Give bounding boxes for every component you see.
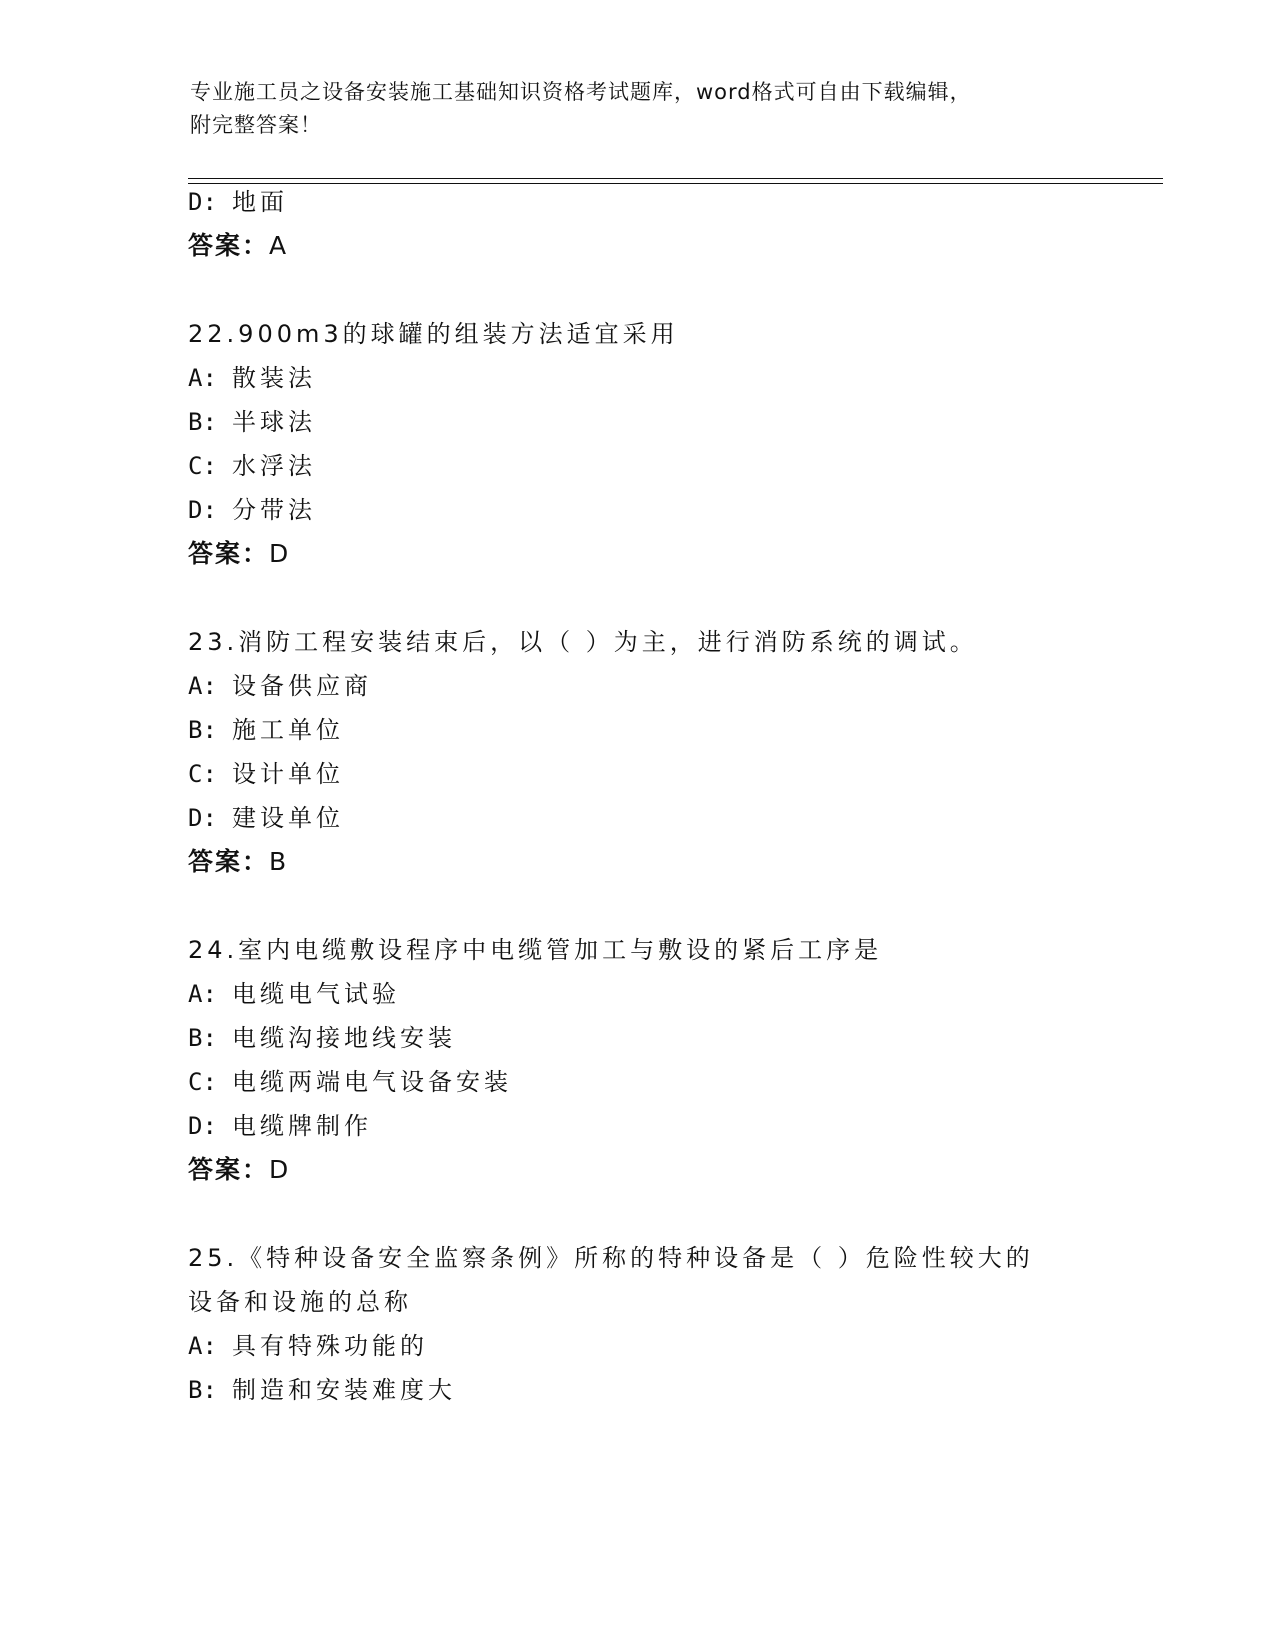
option-d <box>188 186 288 218</box>
option-c <box>188 758 344 790</box>
document-header <box>190 76 1090 142</box>
option-a <box>188 1330 428 1362</box>
option-label: C: <box>188 452 217 480</box>
option-c <box>188 1066 512 1098</box>
option-text: 分带法 <box>232 496 316 524</box>
answer-label: 答案： <box>188 847 270 876</box>
option-text: 电缆牌制作 <box>232 1112 372 1140</box>
answer-value: B <box>269 847 289 876</box>
option-b <box>188 1374 456 1406</box>
option-label: C: <box>188 760 217 788</box>
option-label: B: <box>188 1376 217 1404</box>
option-text: 水浮法 <box>232 452 316 480</box>
option-a <box>188 362 316 394</box>
question-stem: 24.室内电缆敷设程序中电缆管加工与敷设的紧后工序是 <box>188 936 883 964</box>
option-d <box>188 494 316 526</box>
option-label: D: <box>188 804 217 832</box>
option-b <box>188 714 344 746</box>
option-text: 制造和安装难度大 <box>232 1376 456 1404</box>
option-text: 具有特殊功能的 <box>232 1332 428 1360</box>
option-label: D: <box>188 1112 217 1140</box>
header-divider-bottom <box>188 183 1163 184</box>
question-stem-line-1: 25.《特种设备安全监察条例》所称的特种设备是（ ）危险性较大的 <box>188 1244 1034 1272</box>
option-label: B: <box>188 408 217 436</box>
option-text: 电缆两端电气设备安装 <box>232 1068 512 1096</box>
option-d <box>188 802 344 834</box>
answer-value: A <box>269 231 289 260</box>
answer-label: 答案： <box>188 539 270 568</box>
option-text: 电缆电气试验 <box>232 980 400 1008</box>
option-label: A: <box>188 1332 217 1360</box>
option-a <box>188 670 372 702</box>
answer-label: 答案： <box>188 1155 270 1184</box>
header-line-2: 附完整答案！ <box>190 113 322 137</box>
question-stem: 22.900m3的球罐的组装方法适宜采用 <box>188 320 679 348</box>
option-b <box>188 406 316 438</box>
option-label: D: <box>188 188 217 216</box>
option-label: A: <box>188 364 217 392</box>
answer-value: D <box>269 539 291 568</box>
option-text: 散装法 <box>232 364 316 392</box>
option-label: B: <box>188 716 217 744</box>
option-text: 电缆沟接地线安装 <box>232 1024 456 1052</box>
option-text: 建设单位 <box>232 804 344 832</box>
answer-line <box>188 846 288 878</box>
answer-value: D <box>269 1155 291 1184</box>
header-divider-top <box>188 178 1163 179</box>
answer-label: 答案： <box>188 231 270 260</box>
option-text: 设计单位 <box>232 760 344 788</box>
question-stem: 23.消防工程安装结束后，以（ ）为主，进行消防系统的调试。 <box>188 628 978 656</box>
option-b <box>188 1022 456 1054</box>
question-stem-line-2: 设备和设施的总称 <box>188 1288 412 1316</box>
option-text: 施工单位 <box>232 716 344 744</box>
option-c <box>188 450 316 482</box>
option-text: 地面 <box>232 188 288 216</box>
answer-line <box>188 1154 290 1186</box>
option-label: C: <box>188 1068 217 1096</box>
answer-line <box>188 230 288 262</box>
option-text: 设备供应商 <box>232 672 372 700</box>
answer-line <box>188 538 290 570</box>
header-line-1: 专业施工员之设备安装施工基础知识资格考试题库，word格式可自由下载编辑， <box>190 80 972 104</box>
option-a <box>188 978 400 1010</box>
option-label: B: <box>188 1024 217 1052</box>
option-label: A: <box>188 672 217 700</box>
option-d <box>188 1110 372 1142</box>
option-label: A: <box>188 980 217 1008</box>
option-text: 半球法 <box>232 408 316 436</box>
option-label: D: <box>188 496 217 524</box>
